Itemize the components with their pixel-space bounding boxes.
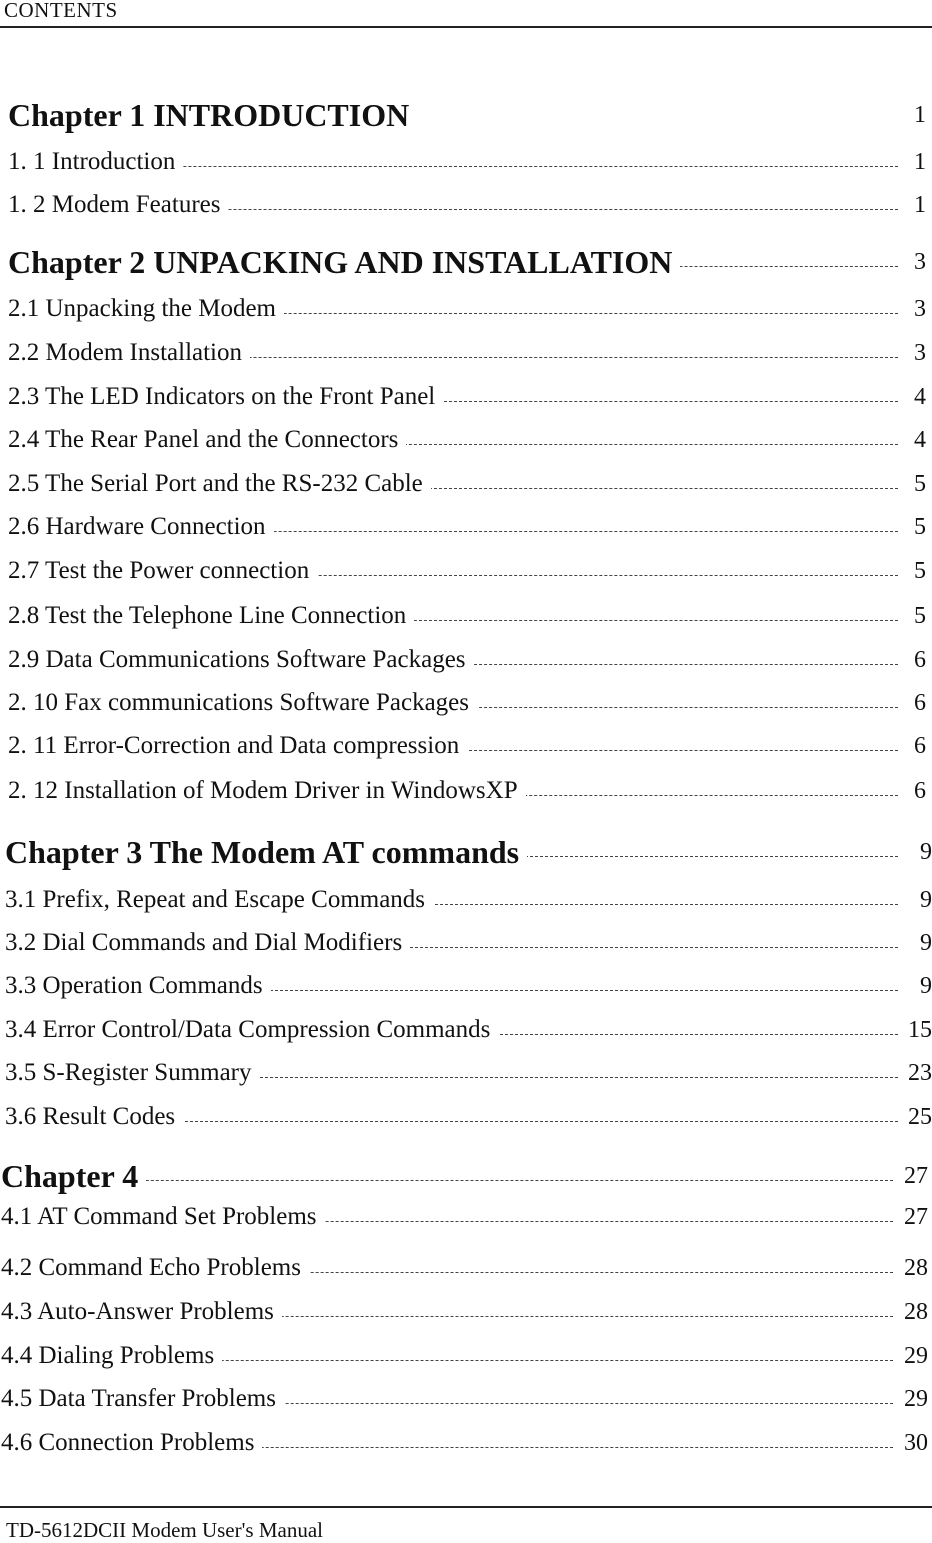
toc-section-row[interactable] [8,420,926,460]
toc-entry-title: 2. 10 Fax communications Software Packages [8,683,477,723]
toc-entry-title: 4.3 Auto-Answer Problems [1,1292,282,1332]
toc-page-number: 4 [914,384,926,410]
toc-section-row[interactable] [8,333,926,373]
toc-page-number: 28 [904,1299,928,1325]
toc-entry-title: Chapter 2 UNPACKING AND INSTALLATION [8,242,680,282]
toc-entry-title: 4.1 AT Command Set Problems [1,1197,325,1237]
toc-section-row[interactable] [8,551,926,591]
toc-entry-title: 2.7 Test the Power connection [8,551,317,591]
toc-page-number: 29 [904,1386,928,1412]
toc-section-row[interactable] [8,464,926,504]
toc-entry-title: 3.3 Operation Commands [5,966,271,1006]
toc-entry-title: 3.1 Prefix, Repeat and Escape Commands [5,880,433,920]
toc-page-number: 6 [914,778,926,804]
toc-page-number: 9 [920,930,932,956]
toc-entry-title: 2. 11 Error-Correction and Data compression [8,726,467,766]
toc-page-number: 9 [920,973,932,999]
toc-section-row[interactable] [5,1053,932,1093]
toc-entry-title: 2.8 Test the Telephone Line Connection [8,596,414,636]
toc-entry-title: 4.6 Connection Problems [1,1423,262,1463]
toc-page-number: 27 [904,1163,928,1189]
toc-section-row[interactable] [8,683,926,723]
toc-entry-title: 4.2 Command Echo Problems [1,1248,309,1288]
toc-page-number: 23 [908,1060,932,1086]
toc-entry-title: 2. 12 Installation of Modem Driver in WindowsXP [8,771,526,811]
toc-page-number: 25 [908,1104,932,1130]
toc-entry-title: 4.5 Data Transfer Problems [1,1379,284,1419]
toc-entry-title: 2.9 Data Communications Software Packages [8,640,474,680]
toc-page-number: 6 [914,690,926,716]
toc-page-number: 27 [904,1204,928,1230]
toc-entry-title: 1. 2 Modem Features [8,185,228,225]
toc-page-number: 3 [914,249,926,275]
toc-entry-title: Chapter 3 The Modem AT commands [5,832,527,872]
page-footer [0,1506,932,1540]
toc-chapter-row[interactable] [8,95,926,135]
toc-page-number: 5 [914,558,926,584]
toc-section-row[interactable] [1,1423,928,1463]
toc-entry-title: 2.5 The Serial Port and the RS-232 Cable [8,464,431,504]
toc-page-number: 29 [904,1343,928,1369]
toc-page-number: 5 [914,603,926,629]
toc-section-row[interactable] [8,507,926,547]
toc-page-number: 5 [914,471,926,497]
toc-section-row[interactable] [8,185,926,225]
toc-entry-title: 3.5 S-Register Summary [5,1053,260,1093]
toc-section-row[interactable] [1,1292,928,1332]
toc-entry-title: 2.3 The LED Indicators on the Front Panel [8,377,443,417]
toc-section-row[interactable] [8,771,926,811]
toc-section-row[interactable] [5,1010,932,1050]
toc-page-number: 1 [914,102,926,128]
toc-entry-title: 2.2 Modem Installation [8,333,250,373]
footer-text: TD-5612DCII Modem User's Manual [6,1518,323,1542]
toc-section-row[interactable] [8,289,926,329]
toc-page-number: 30 [904,1430,928,1456]
toc-section-row[interactable] [8,726,926,766]
toc-entry-title: 2.1 Unpacking the Modem [8,289,284,329]
toc-section-row[interactable] [8,377,926,417]
toc-page-number: 3 [914,340,926,366]
toc-entry-title: 3.4 Error Control/Data Compression Commands [5,1010,498,1050]
toc-entry-title: 3.2 Dial Commands and Dial Modifiers [5,923,410,963]
toc-entry-title: Chapter 4 [1,1156,146,1196]
toc-page-number: 1 [914,192,926,218]
toc-chapter-row[interactable] [8,242,926,282]
toc-section-row[interactable] [5,966,932,1006]
toc-chapter-row[interactable] [5,832,932,872]
toc-entry-title: Chapter 1 INTRODUCTION [8,95,417,135]
toc-entry-title: 2.4 The Rear Panel and the Connectors [8,420,406,460]
toc-page-number: 5 [914,514,926,540]
toc-page-number: 15 [908,1017,932,1043]
toc-page-number: 6 [914,733,926,759]
toc-page-number: 3 [914,296,926,322]
toc-section-row[interactable] [1,1336,928,1376]
toc-page-number: 28 [904,1255,928,1281]
toc-entry-title: 2.6 Hardware Connection [8,507,274,547]
toc-page-number: 9 [920,839,932,865]
toc-section-row[interactable] [8,142,926,182]
toc-section-row[interactable] [1,1197,928,1237]
toc-chapter-row[interactable] [1,1156,928,1196]
toc-page-number: 9 [920,887,932,913]
toc-page-number: 1 [914,149,926,175]
toc-section-row[interactable] [1,1379,928,1419]
toc-section-row[interactable] [8,640,926,680]
toc-section-row[interactable] [5,1097,932,1137]
toc-section-row[interactable] [8,596,926,636]
toc-page-number: 4 [914,427,926,453]
toc-section-row[interactable] [1,1248,928,1288]
toc-entry-title: 3.6 Result Codes [5,1097,183,1137]
page-header [0,0,932,28]
toc-page-number: 6 [914,647,926,673]
toc-entry-title: 1. 1 Introduction [8,142,183,182]
toc-section-row[interactable] [5,923,932,963]
header-title: CONTENTS [4,0,118,22]
toc-section-row[interactable] [5,880,932,920]
toc-entry-title: 4.4 Dialing Problems [1,1336,222,1376]
